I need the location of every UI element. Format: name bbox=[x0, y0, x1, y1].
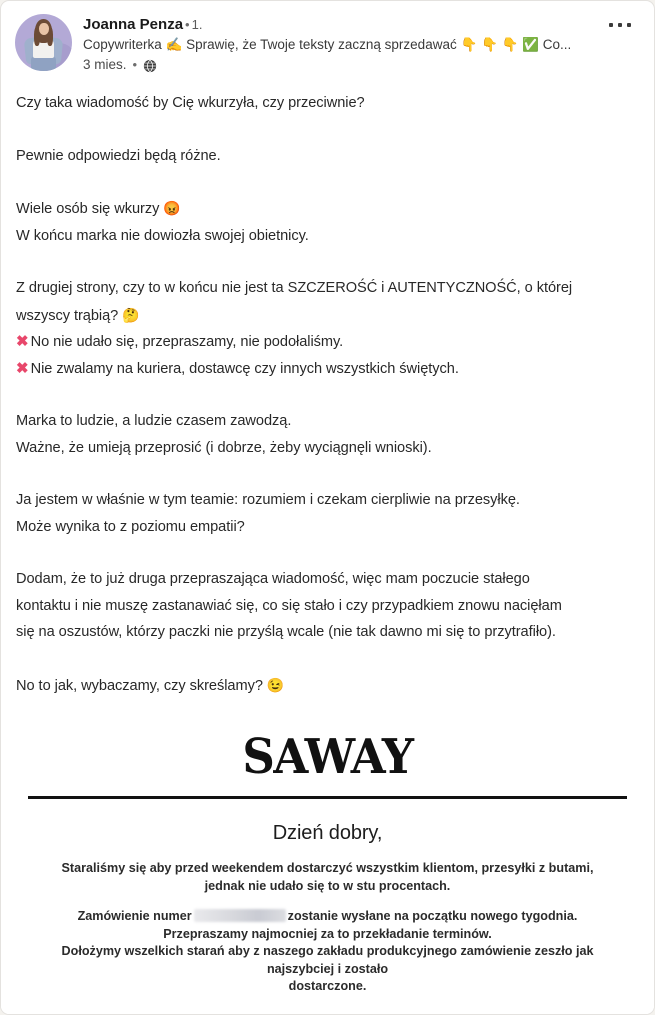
post-timestamp: 3 mies. bbox=[83, 57, 127, 72]
post-line bbox=[16, 329, 639, 356]
saway-logo: SAWAY bbox=[242, 728, 413, 785]
post-line-text: No nie udało się, przepraszamy, nie podołaliśmy. bbox=[30, 334, 344, 350]
post-text-content bbox=[1, 74, 654, 703]
post-line bbox=[16, 356, 639, 383]
post-line-text: Wiele osób się wkurzy bbox=[16, 201, 164, 217]
author-name-row bbox=[83, 15, 594, 34]
paragraph-spacer bbox=[16, 117, 639, 143]
author-headline: Copywriterka ✍ Sprawię, że Twoje teksty zaczną sprzedawać 👇 👇 👇 ✅ Co... bbox=[83, 37, 572, 52]
post-line bbox=[16, 195, 639, 223]
horizontal-divider bbox=[28, 796, 627, 799]
email-paragraph-spacer bbox=[43, 895, 612, 908]
post-author-block bbox=[83, 14, 640, 74]
paragraph-spacer bbox=[16, 646, 639, 672]
post-line: Dodam, że to już druga przepraszająca wiadomość, więc mam poczucie stałego bbox=[16, 571, 530, 587]
email-line: dostarczone. bbox=[288, 979, 367, 993]
email-greeting: Dzień dobry, bbox=[272, 822, 383, 844]
post-line: się na oszustów, którzy paczki nie przyślą wcale (nie tak dawno mi się to przytrafiło). bbox=[16, 624, 556, 640]
globe-icon bbox=[143, 59, 157, 73]
redacted-order-number bbox=[194, 909, 286, 922]
cross-mark-icon: ✖ bbox=[16, 333, 29, 350]
post-options-button[interactable] bbox=[604, 15, 636, 35]
avatar-face bbox=[39, 23, 49, 35]
paragraph-spacer bbox=[16, 540, 639, 566]
author-name[interactable]: Joanna Penza bbox=[83, 16, 184, 33]
post-line: W końcu marka nie dowiozła swojej obietnicy. bbox=[16, 227, 309, 244]
timestamp-separator: • bbox=[132, 57, 138, 72]
post-line-text: Nie zwalamy na kuriera, dostawcę czy innych wszystkich świętych. bbox=[30, 360, 459, 377]
post-line: Pewnie odpowiedzi będą różne. bbox=[16, 147, 221, 164]
post-line: Ważne, że umieją przeprosić (i dobrze, żeby wyciągnęli wnioski). bbox=[16, 439, 432, 456]
post-line: Z drugiej strony, czy to w końcu nie jest ta SZCZEROŚĆ i AUTENTYCZNOŚĆ, o której bbox=[16, 280, 573, 296]
brand-logo-wrap bbox=[1, 725, 654, 785]
email-line bbox=[43, 908, 612, 926]
post-timestamp-row bbox=[83, 55, 594, 74]
post-line-text: wszyscy trąbią? bbox=[16, 307, 123, 324]
paragraph-spacer bbox=[16, 169, 639, 195]
post-line: Może wynika to z poziomu empatii? bbox=[16, 518, 245, 535]
post-line: Czy taka wiadomość by Cię wkurzyła, czy przeciwnie? bbox=[16, 95, 365, 111]
email-order-label: Zamówienie numer bbox=[77, 909, 192, 923]
email-body bbox=[1, 860, 654, 996]
cross-mark-icon: ✖ bbox=[16, 359, 29, 377]
post-line: Marka to ludzie, a ludzie czasem zawodzą. bbox=[16, 413, 292, 429]
email-line: Dołożymy wszelkich starań aby z naszego zakładu produkcyjnego zamówienie zeszło jak najszybciej i zostało bbox=[61, 944, 594, 976]
post-line bbox=[16, 672, 639, 700]
avatar-legs bbox=[31, 56, 56, 71]
post-line-text: No to jak, wybaczamy, czy skreślamy? bbox=[16, 677, 267, 694]
post-line: Ja jestem w właśnie w tym teamie: rozumiem i czekam cierpliwie na przesyłkę. bbox=[16, 492, 520, 508]
post-line: kontaktu i nie muszę zastanawiać się, co się stało i czy przypadkiem znowu nacięłam bbox=[16, 597, 562, 614]
email-order-tail: zostanie wysłane na początku nowego tygodnia. bbox=[287, 909, 578, 923]
paragraph-spacer bbox=[16, 461, 639, 487]
ellipsis-dot-3 bbox=[627, 23, 631, 27]
email-line: jednak nie udało się to w stu procentach. bbox=[204, 878, 451, 893]
ellipsis-dot-1 bbox=[609, 23, 613, 27]
post-header bbox=[1, 1, 654, 74]
angry-face-emoji: 😡 bbox=[163, 200, 181, 216]
post-attachment-image[interactable] bbox=[1, 715, 654, 1014]
post-line bbox=[16, 302, 639, 330]
thinking-face-emoji: 🤔 bbox=[122, 306, 140, 323]
ellipsis-dot-2 bbox=[618, 23, 622, 27]
connection-degree: 1. bbox=[191, 17, 203, 32]
winking-face-emoji: 😉 bbox=[266, 676, 285, 693]
name-separator: • bbox=[185, 17, 190, 32]
paragraph-spacer bbox=[16, 382, 639, 408]
avatar[interactable] bbox=[15, 14, 72, 71]
email-line: Przepraszamy najmocniej za to przekładanie terminów. bbox=[163, 926, 492, 941]
email-line: Staraliśmy się aby przed weekendem dostarczyć wszystkim klientom, przesyłki z butami, bbox=[61, 861, 594, 875]
paragraph-spacer bbox=[16, 249, 639, 275]
